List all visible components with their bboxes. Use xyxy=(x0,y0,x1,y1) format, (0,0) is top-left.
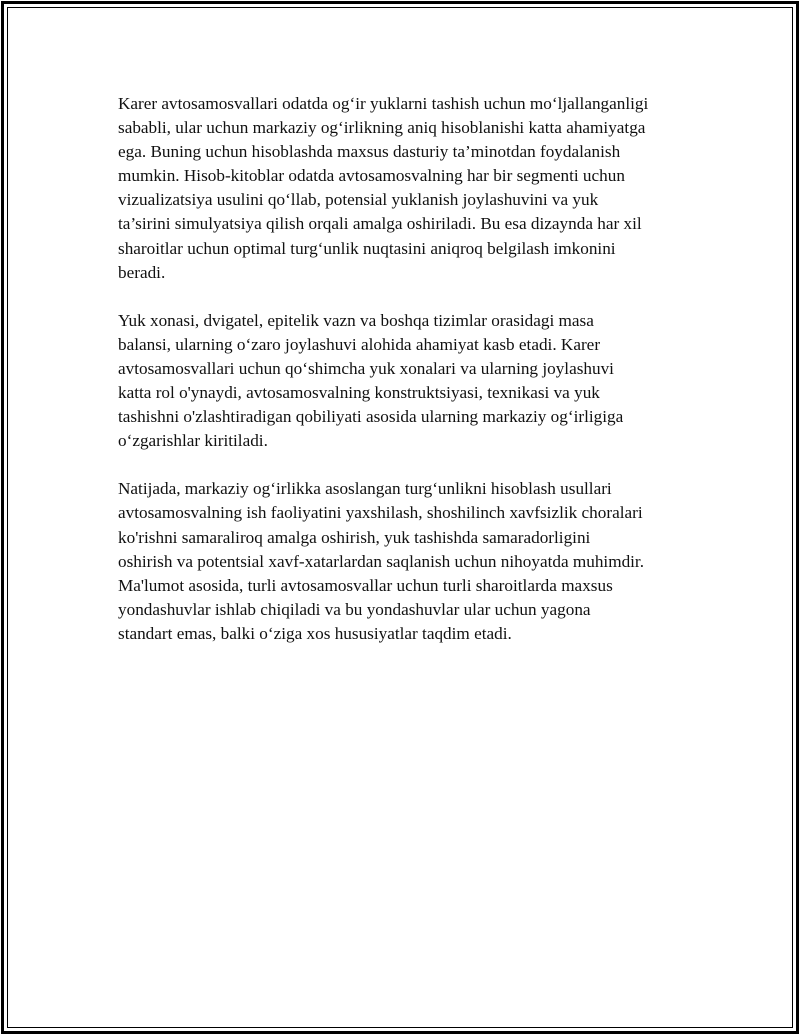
paragraph-3: Natijada, markaziy og‘irlikka asoslangan turg‘unlikni hisoblash usullari avtosamosvalning ish faoliyatini yaxshilash, shoshilinch xavfsizlik choralari ko'rishni samaraliroq amalga oshirish, yuk tashishda samaradorligini oshirish va potentsial xavf-xatarlardan saqlanish uchun nihoyatda muhimdir. Ma'lumot asosida, turli avtosamosvallar uchun turli sharoitlarda maxsus yondashuvlar ishlab chiqiladi va bu yondashuvlar ular uchun yagona standart emas, balki o‘ziga xos hususiyatlar taqdim etadi. xyxy=(118,479,645,643)
document-body xyxy=(118,92,698,670)
paragraph-1: Karer avtosamosvallari odatda og‘ir yuklarni tashish uchun mo‘ljallanganligi sababli, ular uchun markaziy og‘irlikning aniq hisoblanishi katta ahamiyatga ega. Buning uchun hisoblashda maxsus dasturiy ta’minotdan foydalanish mumkin. Hisob-kitoblar odatda avtosamosvalning har bir segmenti uchun vizualizatsiya usulini qo‘llab, potensial yuklanish joylashuvini va yuk ta’sirini simulyatsiya qilish orqali amalga oshiriladi. Bu esa dizaynda har xil sharoitlar uchun optimal turg‘unlik nuqtasini aniqroq belgilash imkonini beradi. xyxy=(118,94,649,282)
paragraph-2: Yuk xonasi, dvigatel, epitelik vazn va boshqa tizimlar orasidagi masa balansi, ularning o‘zaro joylashuvi alohida ahamiyat kasb etadi. Karer avtosamosvallari uchun qo‘shimcha yuk xonalari va ularning joylashuvi katta rol o'ynaydi, avtosamosvalning konstruktsiyasi, texnikasi va yuk tashishni o'zlashtiradigan qobiliyati asosida ularning markaziy og‘irligiga o‘zgarishlar kiritiladi. xyxy=(118,310,624,451)
